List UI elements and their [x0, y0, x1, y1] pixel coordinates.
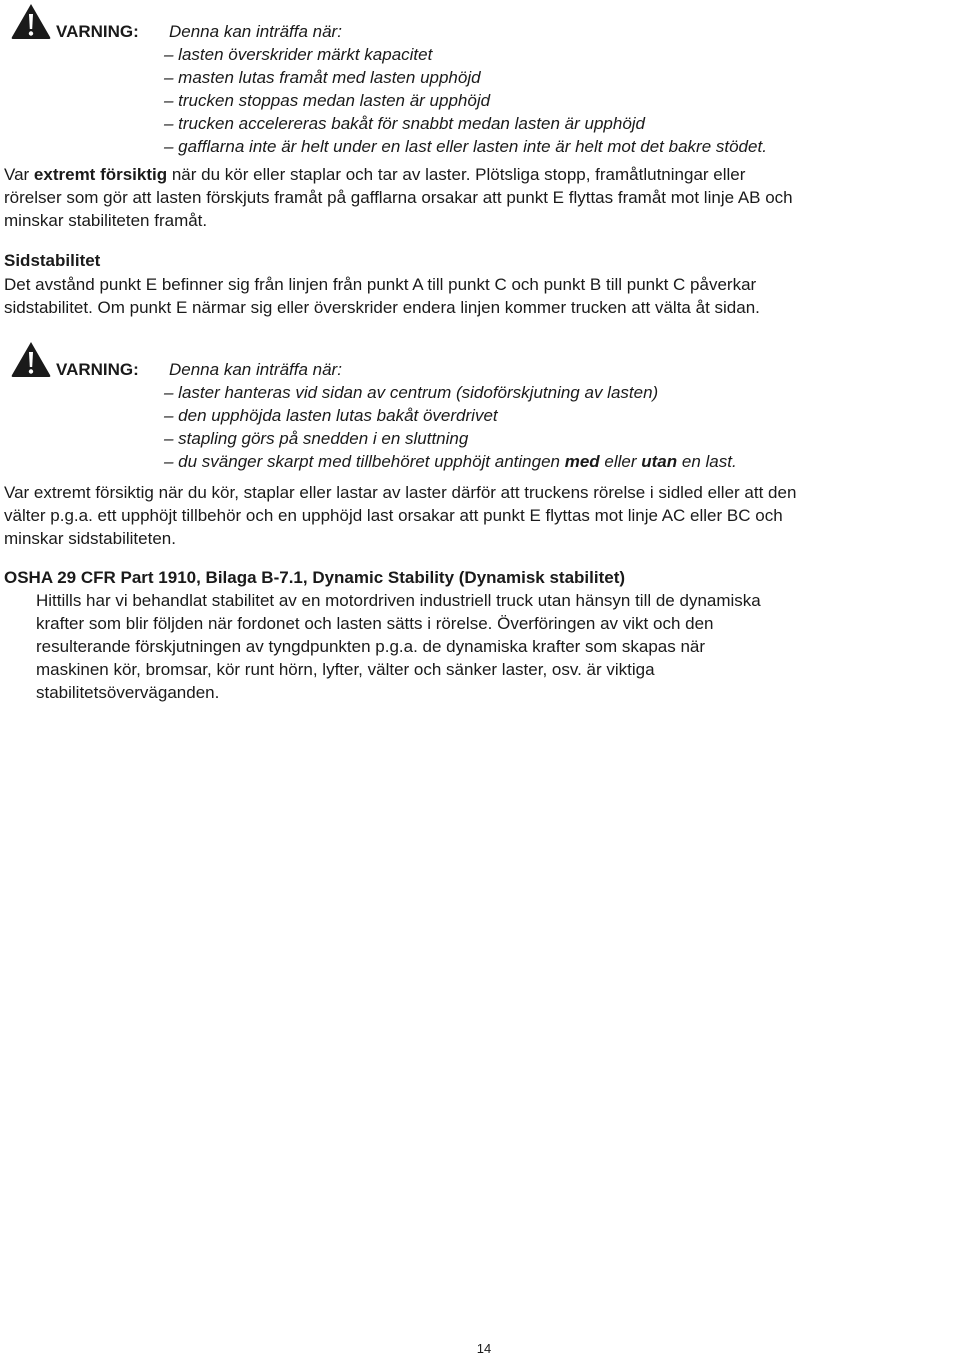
warning-list-2 — [164, 381, 737, 473]
list-item — [164, 450, 737, 473]
section-heading-osha: OSHA 29 CFR Part 1910, Bilaga B-7.1, Dynamic Stability (Dynamisk stabilitet) — [4, 568, 626, 587]
text-line: sidstabilitet. Om punkt E närmar sig eller överskrider endera linjen kommer trucken att välta åt sidan. — [4, 298, 760, 317]
warning-list-1 — [164, 43, 767, 158]
text-line: Hittills har vi behandlat stabilitet av en motordriven industriell truck utan hänsyn till de dynamiska — [36, 591, 761, 610]
text-run: eller — [599, 452, 642, 471]
list-item: – gafflarna inte är helt under en last eller lasten inte är helt mot det bakre stödet. — [164, 137, 767, 156]
text-line: krafter som blir följden när fordonet och lasten sätts i rörelse. Överföringen av vikt och den — [36, 614, 714, 633]
text-line: minskar sidstabiliteten. — [4, 529, 176, 548]
list-item: – stapling görs på snedden i en sluttning — [164, 429, 469, 448]
text-line: stabilitetsöverväganden. — [36, 683, 220, 702]
text-run: Var — [4, 165, 34, 184]
paragraph-forward-stability — [4, 163, 958, 232]
list-item: – trucken stoppas medan lasten är upphöjd — [164, 91, 491, 110]
text-run: en last. — [677, 452, 737, 471]
warning-heading — [56, 358, 342, 381]
emphasis-text: med — [564, 452, 600, 471]
paragraph-dynamic-stability — [36, 589, 916, 704]
list-item: – laster hanteras vid sidan av centrum (sidoförskjutning av lasten) — [164, 383, 659, 402]
list-item: – masten lutas framåt med lasten upphöjd — [164, 68, 481, 87]
warning-label: VARNING: — [56, 22, 139, 41]
text-run: när du kör eller staplar och tar av laster. Plötsliga stopp, framåtlutningar eller — [167, 165, 746, 184]
text-line: resulterande förskjutningen av tyngdpunkten p.g.a. de dynamiska krafter som skapas när — [36, 637, 706, 656]
text-line: Var extremt försiktig när du kör, staplar eller lastar av laster därför att truckens rörelse i sidled eller att den — [4, 483, 797, 502]
warning-intro: Denna kan inträffa när: — [169, 360, 342, 379]
section-heading-side-stability: Sidstabilitet — [4, 251, 101, 270]
emphasis-text: extremt försiktig — [33, 165, 168, 184]
warning-triangle-icon — [10, 340, 52, 378]
text-line: minskar stabiliteten framåt. — [4, 211, 208, 230]
text-line: välter p.g.a. ett upphöjt tillbehör och en upphöjd last orsakar att punkt E flyttas mot linje AC eller BC och — [4, 506, 783, 525]
paragraph-side-caution — [4, 481, 958, 550]
warning-triangle-icon — [10, 2, 52, 40]
text-line: maskinen kör, bromsar, kör runt hörn, lyfter, välter och sänker laster, osv. är viktiga — [36, 660, 655, 679]
list-item: – den upphöjda lasten lutas bakåt överdrivet — [164, 406, 498, 425]
warning-intro: Denna kan inträffa när: — [169, 22, 342, 41]
paragraph-side-stability — [4, 273, 958, 319]
warning-label: VARNING: — [56, 360, 139, 379]
list-item: – lasten överskrider märkt kapacitet — [164, 45, 433, 64]
text-run: – du svänger skarpt med tillbehöret upphöjt antingen — [164, 452, 565, 471]
warning-heading — [56, 20, 342, 43]
text-line: Det avstånd punkt E befinner sig från linjen från punkt A till punkt C och punkt B till punkt C påverkar — [4, 275, 757, 294]
text-line: rörelser som gör att lasten förskjuts framåt på gafflarna orsakar att punkt E flyttas framåt mot linje AB och — [4, 188, 793, 207]
page-number: 14 — [476, 1341, 492, 1356]
emphasis-text: utan — [641, 452, 678, 471]
list-item: – trucken accelereras bakåt för snabbt medan lasten är upphöjd — [164, 114, 646, 133]
